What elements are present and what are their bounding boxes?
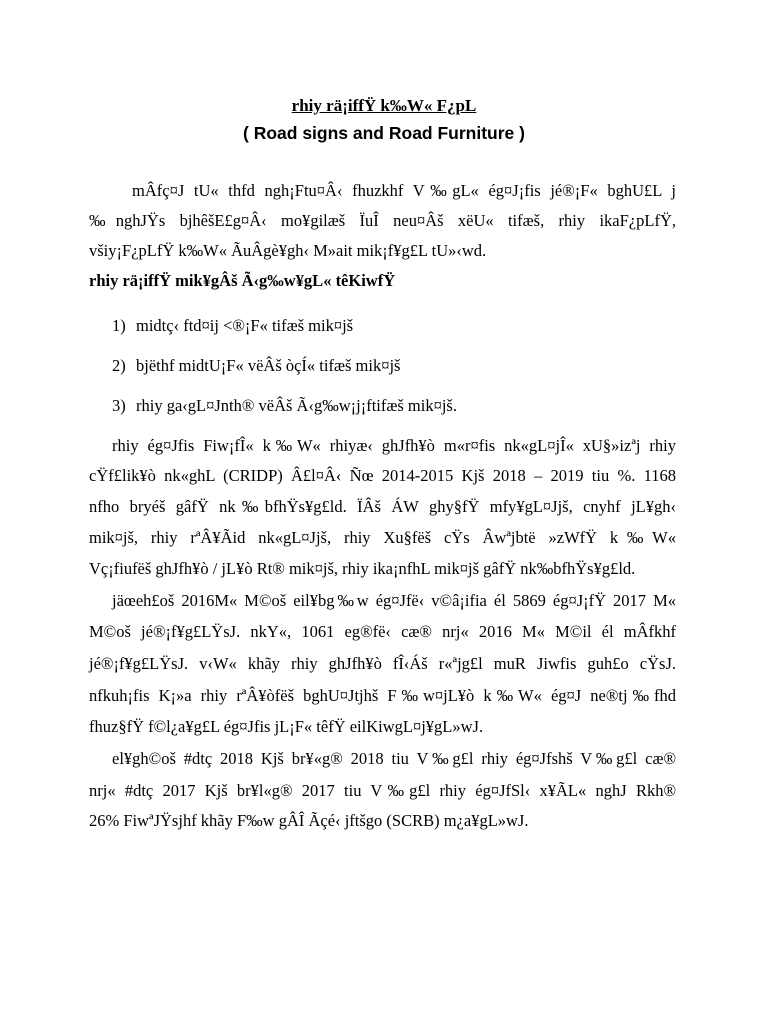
para2-line-5: Vç¡fiufëš ghJfh¥ò / jL¥ò Rt® mik¤jš, rhiy ika¡nfhL mik¤jš gâfŸ nk‰bfhŸs¥g£ld. bbox=[89, 559, 636, 578]
para2-line-1: rhiy ég¤Jfis Fiw¡fÎ« k‰W« rhiyæ‹ ghJfh¥ò m«r¤fis nk«gL¤jÎ« xU§»izªj rhiy bbox=[112, 436, 676, 455]
list-text: bjëthf midtU¡F« vëÂš òçÍ« tifæš mik¤jš bbox=[136, 356, 401, 375]
list-number: 2) bbox=[112, 356, 126, 375]
list-text: midtç‹ ftd¤ij <®¡F« tifæš mik¤jš bbox=[136, 316, 354, 335]
list-text: rhiy ga‹gL¤Jnth® vëÂš Ã‹g‰w¡j¡ftifæš mik¤jš. bbox=[136, 396, 457, 415]
para3-line-1: jäœeh£oš 2016M« M©oš eil¥bg‰w ég¤Jfë‹ v©â¡ifia él 5869 ég¤J¡fŸ 2017 M« bbox=[112, 591, 676, 610]
para1-line-3: všiy¡F¿pLfŸ k‰W« ÃuÂgè¥gh‹ M»ait mik¡f¥g£L tU»‹wd. bbox=[89, 241, 487, 260]
para3-line-5: fhuz§fŸ f©l¿a¥g£L ég¤Jfis jL¡F« têfŸ eilKiwgL¤j¥gL»wJ. bbox=[89, 717, 484, 736]
list-item bbox=[112, 356, 400, 376]
para4-line-3: 26% FiwªJŸsjhf khãy F‰w gÂÎ Ãçé‹ jftšgo (SCRB) m¿a¥gL»wJ. bbox=[89, 811, 529, 830]
para3-line-4: nfkuh¡fis K¡»a rhiy rªÂ¥òfëš bghU¤Jtjhš F‰w¤jL¥ò k‰W« ég¤J ne®tj‰fhd bbox=[89, 686, 676, 705]
document-subtitle: ( Road signs and Road Furniture ) bbox=[243, 123, 525, 143]
list-item bbox=[112, 396, 457, 416]
para3-line-2: M©oš jé®¡f¥g£LŸsJ. nkY«, 1061 eg®fë‹ cæ® nrj« 2016 M« M©il él mÂfkhf bbox=[89, 622, 676, 641]
list-number: 3) bbox=[112, 396, 126, 415]
para3-line-3: jé®¡f¥g£LŸsJ. v‹W« khãy rhiy ghJfh¥ò fÎ‹Áš r«ªjg£l muR Jiwfis guh£o cŸsJ. bbox=[89, 654, 676, 673]
list-number: 1) bbox=[112, 316, 126, 335]
para1-line-1: mÂfç¤J tU« thfd ngh¡Ftu¤Â‹ fhuzkhf V‰gL« ég¤J¡fis jé®¡F« bghU£L j bbox=[132, 181, 676, 200]
document-title: rhiy rä¡iffŸ k‰W« F¿pL bbox=[291, 96, 477, 115]
para2-line-3: nfho bryéš gâfŸ nk‰bfhŸs¥g£ld. ÏÂš ÁW ghy§fŸ mfy¥gL¤Jjš, cnyhf jL¥gh‹ bbox=[89, 497, 676, 516]
para1-line-2: ‰nghJŸs bjhêšE£g¤Â‹ mo¥gilæš ÏuÎ neu¤Âš xëU« tifæš, rhiy ikaF¿pLfŸ, bbox=[89, 211, 676, 230]
para4-line-2: nrj« #dtç 2017 Kjš br¥l«g® 2017 tiu V‰g£l rhiy ég¤JfSl‹ x¥ÃL« nghJ Rkh® bbox=[89, 781, 676, 800]
para2-line-2: cŸf£lik¥ò nk«ghL (CRIDP) Â£l¤Â‹ Ñœ 2014-2015 Kjš 2018 – 2019 tiu %. 1168 bbox=[89, 466, 676, 485]
section-heading: rhiy rä¡iffŸ mik¥gÂš Ã‹g‰w¥gL« têKiwfŸ bbox=[89, 271, 396, 290]
para4-line-1: el¥gh©oš #dtç 2018 Kjš br¥«g® 2018 tiu V‰g£l rhiy ég¤Jfshš V‰g£l cæ® bbox=[112, 749, 676, 768]
list-item bbox=[112, 316, 353, 336]
para2-line-4: mik¤jš, rhiy rªÂ¥Ãid nk«gL¤Jjš, rhiy Xu§fëš cŸs Âwªjbtë »zWfŸ k‰W« bbox=[89, 528, 676, 547]
